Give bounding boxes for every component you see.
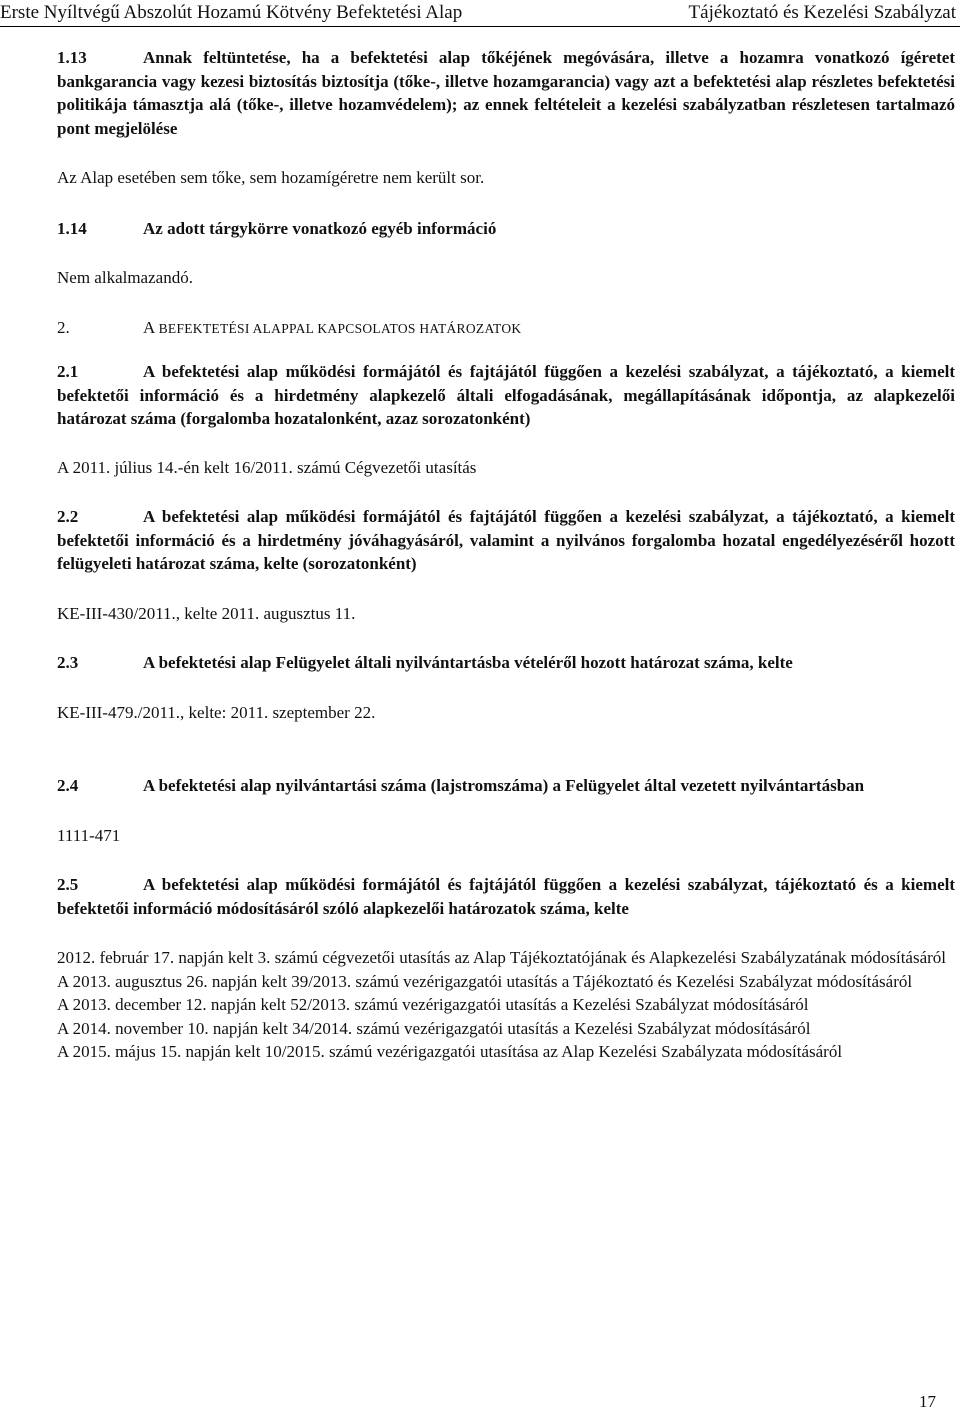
page-number: 17 — [919, 1392, 936, 1411]
section-2-1-body: A 2011. július 14.-én kelt 16/2011. számú Cégvezetői utasítás — [57, 457, 477, 477]
section-number: 2.2 — [57, 507, 79, 526]
section-title: Annak feltüntetése, ha a befektetési alap tőkéjének megóvására, illetve a hozamra vonatkozó ígéretet bankgarancia vagy kezesi biztosítás biztosítja (tőke-, illetve hozamgarancia) vagy azt a befektetési alap részletes befektetési politikája támasztja alá (tőke-, illetve hozamvédelem); az ennek feltételeit a kezelési szabályzatban részletesen tartalmazó pont megjelölése — [57, 48, 955, 138]
section-2-4-heading — [57, 774, 955, 798]
section-title: Az adott tárgykörre vonatkozó egyéb információ — [143, 218, 497, 238]
section-2-4-body: 1111-471 — [57, 825, 121, 845]
section-number: 2.5 — [57, 875, 79, 894]
section-title: A befektetési alap működési formájától és fajtájától függően a kezelési szabályzat, tájékoztató és a kiemelt befektetői információ módosításáról szóló alapkezelői határozatok száma, kelte — [57, 875, 955, 918]
section-1-13-heading — [57, 46, 955, 140]
chapter-title-initial: A — [143, 317, 155, 337]
section-2-2-heading — [57, 505, 955, 576]
amendment-entry: A 2013. augusztus 26. napján kelt 39/2013. számú vezérigazgatói utasítás a Tájékoztató és Kezelési Szabályzat módosításáról — [57, 971, 913, 991]
section-1-13-body: Az Alap esetében sem tőke, sem hozamígéretre nem került sor. — [57, 168, 485, 187]
section-title: A befektetési alap működési formájától és fajtájától függően a kezelési szabályzat, a tájékoztató, a kiemelt befektetői információ és a hirdetmény alapkezelő általi elfogadásának, megállapításának időpontja, az alapkezelői határozat száma (forgalomba hozatalonként, azaz sorozatonként) — [57, 362, 955, 428]
section-title: A befektetési alap Felügyelet általi nyilvántartásba vételéről hozott határozat száma, kelte — [143, 653, 793, 672]
chapter-2-heading — [57, 316, 955, 341]
section-number: 2.1 — [57, 362, 79, 381]
amendment-entry: 2012. február 17. napján kelt 3. számú cégvezetői utasítás az Alap Tájékoztatójának és Alapkezelési Szabályzatának módosításáról — [57, 948, 947, 967]
header-fund-name: Erste Nyíltvégű Abszolút Hozamú Kötvény Befektetési Alap — [0, 2, 463, 23]
section-2-1-heading — [57, 360, 955, 431]
section-title: A befektetési alap nyilvántartási száma (lajstromszáma) a Felügyelet által vezetett nyilvántartásban — [143, 776, 865, 795]
section-1-14-heading — [57, 217, 955, 241]
section-number: 1.14 — [57, 218, 87, 238]
section-2-2-body: KE-III-430/2011., kelte 2011. augusztus 11. — [57, 603, 356, 623]
amendment-entry: A 2013. december 12. napján kelt 52/2013. számú vezérigazgatói utasítás a Kezelési Szabályzat módosításáról — [57, 995, 809, 1014]
chapter-title: BEFEKTETÉSI ALAPPAL KAPCSOLATOS HATÁROZATOK — [158, 320, 522, 336]
chapter-number: 2. — [57, 317, 70, 337]
section-2-3-heading — [57, 651, 955, 675]
running-header — [0, 0, 960, 27]
section-2-5-heading — [57, 873, 955, 920]
amendment-list — [57, 946, 955, 1064]
amendment-entry: A 2015. május 15. napján kelt 10/2015. számú vezérigazgatói utasítása az Alap Kezelési Szabályzata módosításáról — [57, 1042, 843, 1061]
document-body — [57, 46, 955, 1064]
section-number: 2.4 — [57, 776, 79, 795]
section-1-14-body: Nem alkalmazandó. — [57, 268, 193, 287]
section-2-3-body: KE-III-479./2011., kelte: 2011. szeptember 22. — [57, 702, 376, 722]
amendment-entry: A 2014. november 10. napján kelt 34/2014. számú vezérigazgatói utasítás a Kezelési Szabályzat módosításáról — [57, 1018, 811, 1038]
header-document-title: Tájékoztató és Kezelési Szabályzat — [688, 2, 956, 23]
section-title: A befektetési alap működési formájától és fajtájától függően a kezelési szabályzat, a tájékoztató, a kiemelt befektetői információ és a hirdetmény jóváhagyásáról, valamint a nyilvános forgalomba hozatal engedélyezéséről hozott felügyeleti határozat száma, kelte (sorozatonként) — [57, 507, 955, 573]
section-number: 2.3 — [57, 653, 79, 672]
section-number: 1.13 — [57, 48, 87, 67]
